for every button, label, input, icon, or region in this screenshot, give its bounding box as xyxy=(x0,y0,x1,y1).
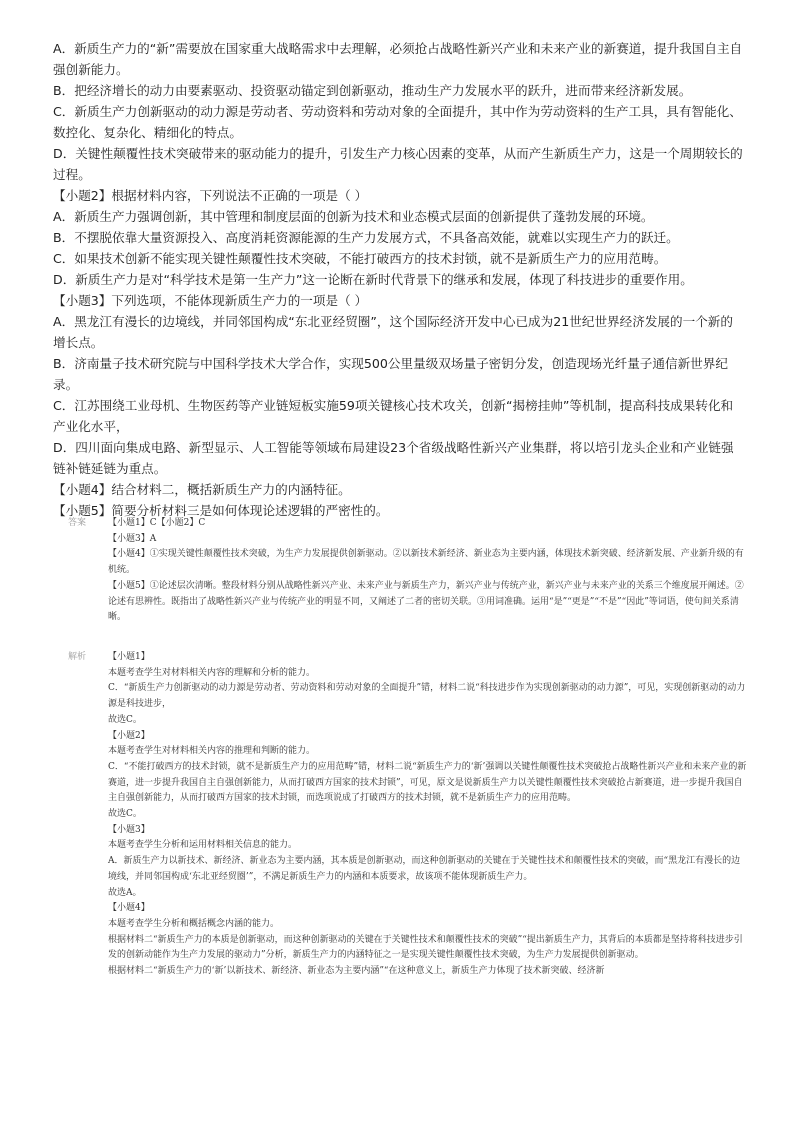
analysis-line: 故选A。 xyxy=(108,887,142,898)
analysis-line: 本题考查学生对材料相关内容的推理和判断的能力。 xyxy=(108,746,316,757)
analysis-line: 【小题1】 xyxy=(108,652,150,662)
analysis-line: 本题考查学生分析和概括概念内涵的能力。 xyxy=(108,918,280,929)
answer-line: 【小题1】C【小题2】C xyxy=(108,518,206,528)
question-4-stem: 【小题4】结合材料二，概括新质生产力的内涵特征。 xyxy=(53,482,351,497)
analysis-line: 【小题2】 xyxy=(108,730,150,741)
analysis-line: 故选C。 xyxy=(108,809,142,820)
question-5-stem: 【小题5】简要分析材料三是如何体现论述逻辑的严密性的。 xyxy=(53,503,389,518)
analysis-line: 【小题4】 xyxy=(108,903,150,914)
option-q1-c: C．新质生产力创新驱动的动力源是劳动者、劳动资料和劳动对象的全面提升，其中作为劳动资料的生产工具，具有智能化、数控化、复杂化、精细化的特点。 xyxy=(53,104,742,140)
option-q1-b: B．把经济增长的动力由要素驱动、投资驱动锚定到创新驱动，推动生产力发展水平的跃升，进而带来经济新发展。 xyxy=(53,83,692,98)
question-3-stem: 【小题3】下列选项，不能体现新质生产力的一项是（ ） xyxy=(53,293,368,308)
question-2-stem: 【小题2】根据材料内容，下列说法不正确的一项是（ ） xyxy=(53,188,368,203)
analysis-line: 根据材料二“新质生产力的本质是创新驱动，而这种创新驱动的关键在于关键性技术和颠覆性技术的突破”“提出新质生产力，其背后的本质都是坚持将科技进步引发的创新动能作为生产力发展的驱动力”分析，新质生产力的内涵特征之一是实现关键性颠覆性技术突破，为生产力发展提供创新驱动。 xyxy=(108,934,743,961)
option-q1-a: A．新质生产力的“新”需要放在国家重大战略需求中去理解，必须抢占战略性新兴产业和未来产业的新赛道，提升我国自主自强创新能力。 xyxy=(53,41,743,77)
option-q3-d: D．四川面向集成电路、新型显示、人工智能等领域布局建设23个省级战略性新兴产业集群，将以培引龙头企业和产业链强链补链延链为重点。 xyxy=(53,440,734,476)
analysis-label: 解析 xyxy=(68,652,87,662)
option-q2-c: C．如果技术创新不能实现关键性颠覆性技术突破，不能打破西方的技术封锁，就不是新质生产力的应用范畴。 xyxy=(53,251,667,266)
answer-line: 【小题5】①论述层次清晰。整段材料分别从战略性新兴产业、未来产业与新质生产力，新兴产业与传统产业，新兴产业与未来产业的关系三个维度展开阐述。②论述有思辨性。既指出了战略性新兴产业与传统产业的明显不同，又阐述了二者的密切关联。③用词准确。运用“是”“更是”“不是”“因此”等词语，使句间关系清晰。 xyxy=(108,580,744,623)
analysis-line: 故选C。 xyxy=(108,714,142,725)
option-q2-d: D．新质生产力是对“科学技术是第一生产力”这一论断在新时代背景下的继承和发展，体现了科技进步的重要作用。 xyxy=(53,272,693,287)
option-q2-b: B．不摆脱依靠大量资源投入、高度消耗资源能源的生产力发展方式，不具备高效能，就难以实现生产力的跃迁。 xyxy=(53,230,679,245)
answer-line: 【小题4】①实现关键性颠覆性技术突破，为生产力发展提供创新驱动。②以新技术新经济、新业态为主要内涵，体现技术新突破、经济新发展、产业新升级的有机统。 xyxy=(108,549,744,576)
analysis-section xyxy=(68,650,748,980)
option-q1-d: D．关键性颠覆性技术突破带来的驱动能力的提升，引发生产力核心因素的变革，从而产生新质生产力，这是一个周期较长的过程。 xyxy=(53,146,743,182)
option-q3-c: C．江苏围绕工业母机、生物医药等产业链短板实施59项关键核心技术攻关，创新“揭榜挂帅”等机制，提高科技成果转化和产业化水平， xyxy=(53,398,734,434)
option-q3-b: B．济南量子技术研究院与中国科学技术大学合作，实现500公里量级双场量子密钥分发，创造现场光纤量子通信新世界纪录。 xyxy=(53,356,728,392)
question-block xyxy=(53,38,743,521)
option-q3-a: A．黑龙江有漫长的边境线，并同邻国构成“东北亚经贸圈”，这个国际经济开发中心已成为21世纪世界经济发展的一个新的增长点。 xyxy=(53,314,733,350)
analysis-line: 本题考查学生分析和运用材料相关信息的能力。 xyxy=(108,840,298,851)
analysis-line: A．新质生产力以新技术、新经济、新业态为主要内涵，其本质是创新驱动，而这种创新驱动的关键在于关键性技术和颠覆性技术的突破，而“黑龙江有漫长的边境线，并同邻国构成‘东北亚经贸圈’”，不满足新质生产力的内涵和本质要求，故该项不能体现新质生产力。 xyxy=(108,856,741,882)
analysis-line: 【小题3】 xyxy=(108,824,150,835)
analysis-line: 本题考查学生对材料相关内容的理解和分析的能力。 xyxy=(108,667,316,678)
option-q2-a: A．新质生产力强调创新，其中管理和制度层面的创新为技术和业态模式层面的创新提供了蓬勃发展的环境。 xyxy=(53,209,654,224)
answer-section xyxy=(68,516,748,626)
answer-line: 【小题3】A xyxy=(108,533,157,544)
analysis-line: 根据材料二“新质生产力的‘新’以新技术、新经济、新业态为主要内涵”“在这种意义上，新质生产力体现了技术新突破、经济新 xyxy=(108,966,605,977)
answer-label: 答案 xyxy=(68,518,87,528)
analysis-line: C．“新质生产力创新驱动的动力源是劳动者、劳动资料和劳动对象的全面提升”错，材料二说“科技进步作为实现创新驱动的动力源”，可见，实现创新驱动的动力源是科技进步， xyxy=(108,683,746,710)
analysis-line: C．“不能打破西方的技术封锁，就不是新质生产力的应用范畴”错，材料二说“新质生产力的‘新’强调以关键性颠覆性技术突破抢占战略性新兴产业和未来产业的新赛道，进一步提升我国自主自强创新能力，从而打破西方国家的技术封锁”，可见，原文是说新质生产力以关键性颠覆性技术突破抢占新赛道，进一步提升我国自主自强创新能力，从而打破西方国家的技术封锁，而选项说成了打破西方的技术封锁，就不是新质生产力的应用范畴。 xyxy=(108,761,747,804)
